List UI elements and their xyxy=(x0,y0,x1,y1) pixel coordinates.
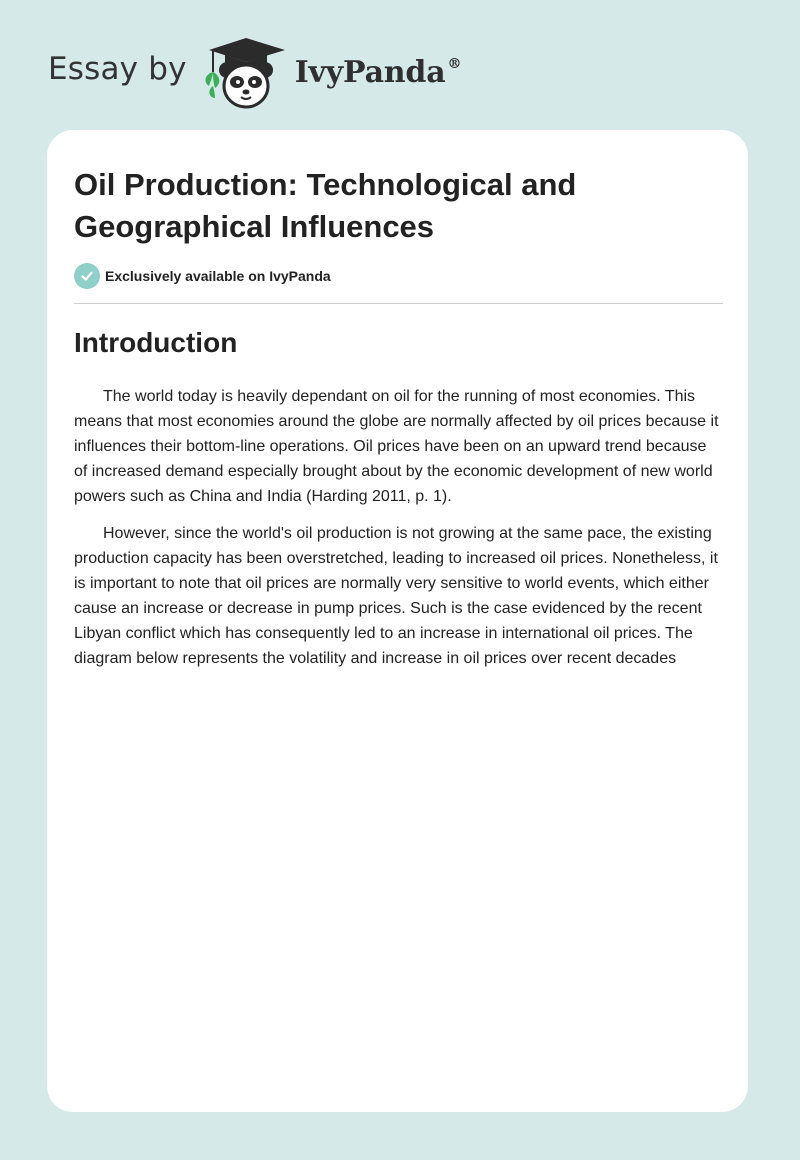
panda-logo-icon[interactable] xyxy=(201,36,291,112)
site-header xyxy=(48,34,461,114)
section-heading: Introduction xyxy=(74,327,238,358)
essay-card xyxy=(47,130,748,1112)
brand-name-text: IvyPanda xyxy=(294,54,446,90)
paragraph: However, since the world's oil production is not growing at the same pace, the existing production capacity has been overstretched, leading to increased oil prices. Nonetheless, it is important to note that oil prices are normally very sensitive to world events, which either cause an increase or decrease in pump prices. Such is the case evidenced by the recent Libyan conflict which has consequently led to an increase in international oil prices. The diagram below represents the volatility and increase in oil prices over recent decades xyxy=(74,525,718,667)
brand-name[interactable] xyxy=(295,55,462,90)
paragraph: The world today is heavily dependant on oil for the running of most economies. This means that most economies around the globe are normally affected by oil prices because it influences their bottom-line operations. Oil prices have been on an upward trend because of increased demand especially brought about by the economic development of new world powers such as China and India (Harding 2011, p. 1). xyxy=(74,388,719,505)
essay-by-label: Essay by xyxy=(48,51,187,87)
essay-body xyxy=(74,384,724,683)
exclusive-badge xyxy=(74,263,331,289)
essay-title: Oil Production: Technological and Geographical Influences xyxy=(74,167,577,244)
exclusive-badge-label: Exclusively available on IvyPanda xyxy=(105,268,331,284)
registered-mark: ® xyxy=(447,55,462,72)
check-icon xyxy=(74,263,100,289)
divider xyxy=(74,303,723,304)
